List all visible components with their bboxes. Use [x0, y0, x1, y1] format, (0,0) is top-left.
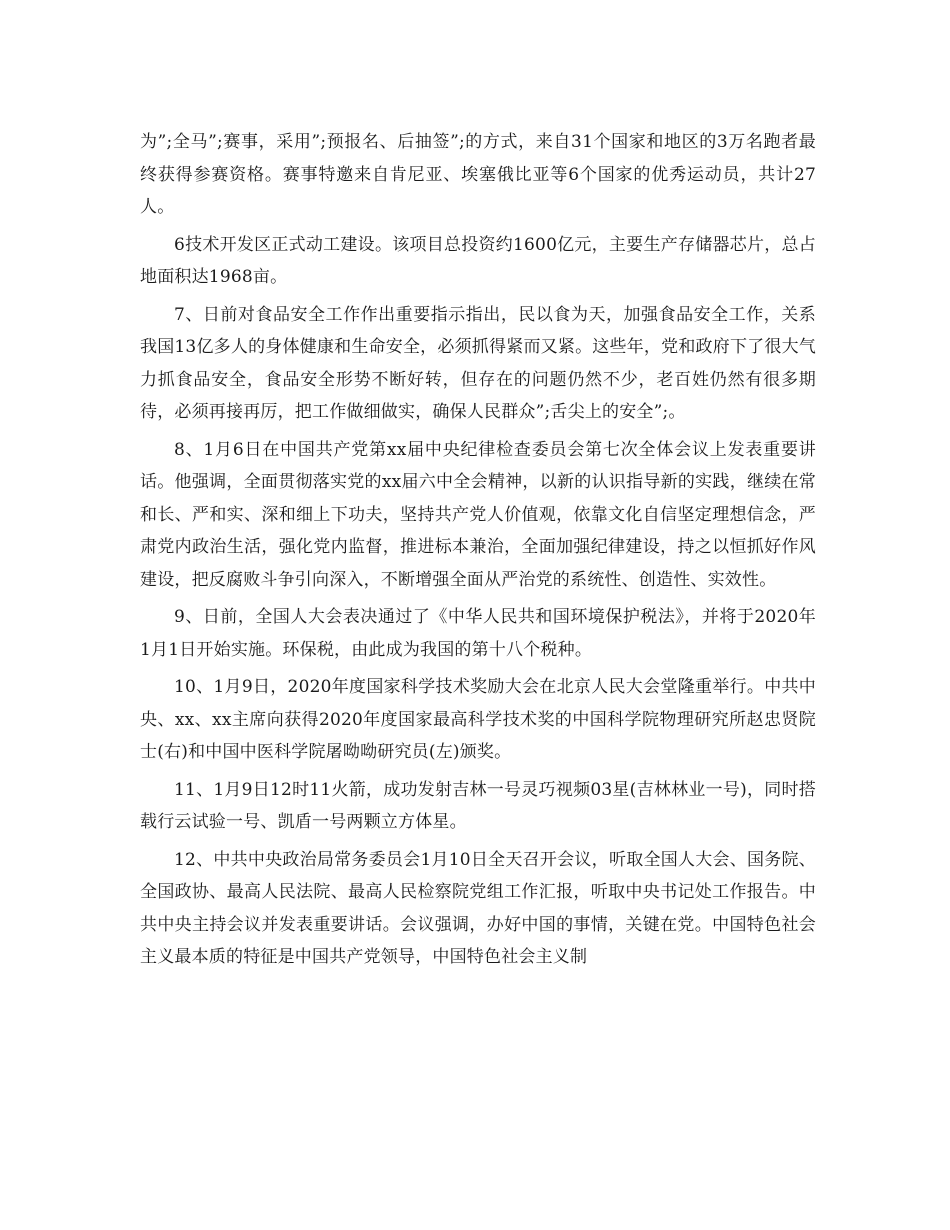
paragraph-item-8: 8、1月6日在中国共产党第xx届中央纪律检查委员会第七次全体会议上发表重要讲话。他强调，全面贯彻落实党的xx届六中全会精神，以新的认识指导新的实践，继续在常和长、严和实、深和细上下功夫，坚持共产党人价值观，依靠文化自信坚定理想信念，严肃党内政治生活，强化党内监督，推进标本兼治，全面加强纪律建设，持之以恒抓好作风建设，把反腐败斗争引向深入，不断增强全面从严治党的系统性、创造性、实效性。 [140, 439, 816, 590]
paragraph-item-9: 9、日前，全国人大会表决通过了《中华人民共和国环境保护税法》，并将于2020年1月1日开始实施。环保税，由此成为我国的第十八个税种。 [140, 607, 816, 660]
paragraph-item-6: 6技术开发区正式动工建设。该项目总投资约1600亿元，主要生产存储器芯片，总占地面积达1968亩。 [140, 234, 816, 287]
paragraph-item-7: 7、日前对食品安全工作作出重要指示指出，民以食为天，加强食品安全工作，关系我国13亿多人的身体健康和生命安全，必须抓得紧而又紧。这些年，党和政府下了很大气力抓食品安全，食品安全形势不断好转，但存在的问题仍然不少，老百姓仍然有很多期待，必须再接再厉，把工作做细做实，确保人民群众”;舌尖上的安全”;。 [140, 304, 816, 422]
paragraph-item-11: 11、1月9日12时11火箭，成功发射吉林一号灵巧视频03星(吉林林业一号)，同时搭载行云试验一号、凯盾一号两颗立方体星。 [140, 779, 816, 832]
document-body [140, 126, 816, 979]
paragraph-item-10: 10、1月9日，2020年度国家科学技术奖励大会在北京人民大会堂隆重举行。中共中央、xx、xx主席向获得2020年度国家最高科学技术奖的中国科学院物理研究所赵忠贤院士(右)和中国中医科学院屠呦呦研究员(左)颁奖。 [140, 677, 816, 762]
paragraph-item-12: 12、中共中央政治局常务委员会1月10日全天召开会议，听取全国人大会、国务院、全国政协、最高人民法院、最高人民检察院党组工作汇报，听取中央书记处工作报告。中共中央主持会议并发表重要讲话。会议强调，办好中国的事情，关键在党。中国特色社会主义最本质的特征是中国共产党领导，中国特色社会主义制 [140, 849, 816, 967]
paragraph-continued: 为”;全马”;赛事，采用”;预报名、后抽签”;的方式，来自31个国家和地区的3万名跑者最终获得参赛资格。赛事特邀来自肯尼亚、埃塞俄比亚等6个国家的优秀运动员，共计27人。 [140, 132, 816, 217]
